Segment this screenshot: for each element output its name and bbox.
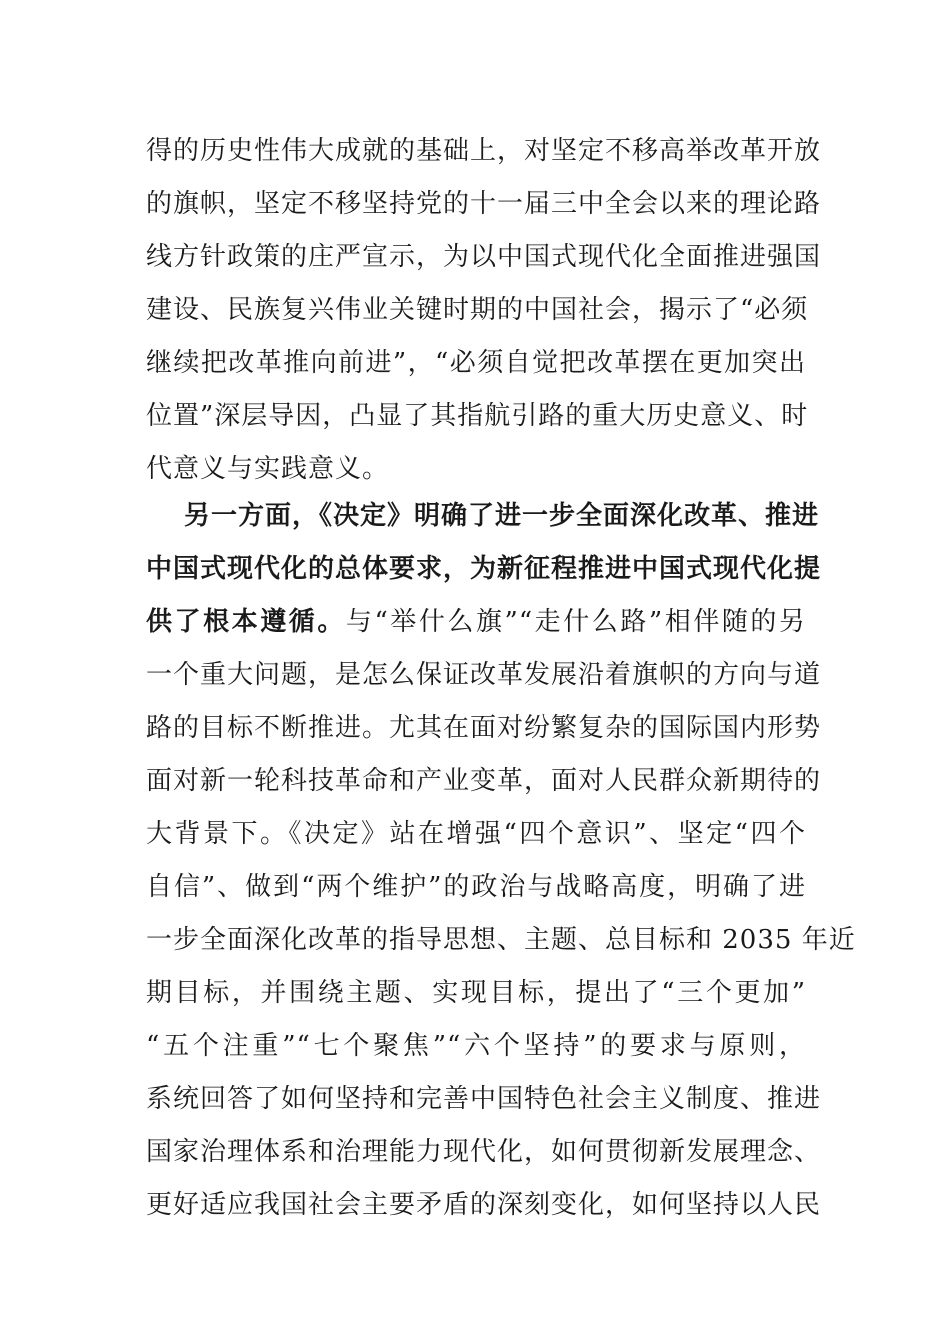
bold-lead-text: 供了根本遵循。	[146, 607, 346, 637]
body-text: 与“举什么旗”“走什么路”相伴随的另	[345, 607, 806, 637]
paragraph-line: “五个注重”“七个聚焦”“六个坚持”的要求与原则，	[146, 1031, 806, 1061]
paragraph-line: 一个重大问题，是怎么保证改革发展沿着旗帜的方向与道	[146, 660, 822, 690]
paragraph-line: 大背景下。《决定》站在增强“四个意识”、坚定“四个	[146, 819, 806, 849]
paragraph-line: 系统回答了如何坚持和完善中国特色社会主义制度、推进	[146, 1084, 822, 1114]
paragraph-line	[146, 543, 822, 596]
paragraph-line: 更好适应我国社会主要矛盾的深刻变化，如何坚持以人民	[146, 1190, 822, 1220]
paragraph-line	[146, 596, 806, 649]
paragraph-line: 面对新一轮科技革命和产业变革，面对人民群众新期待的	[146, 766, 822, 796]
bold-lead-text: 中国式现代化的总体要求，为新征程推进中国式现代化提	[146, 554, 822, 584]
paragraph-line: 得的历史性伟大成就的基础上，对坚定不移高举改革开放	[146, 136, 822, 166]
paragraph-line: 代意义与实践意义。	[146, 454, 390, 484]
paragraph-line: 的旗帜，坚定不移坚持党的十一届三中全会以来的理论路	[146, 189, 822, 219]
paragraph-1	[146, 125, 822, 496]
paragraph-line: 建设、民族复兴伟业关键时期的中国社会，揭示了“必须	[146, 295, 809, 325]
paragraph-line: 自信”、做到“两个维护”的政治与战略高度，明确了进	[146, 872, 806, 902]
bold-lead-text: 另一方面，《决定》明确了进一步全面深化改革、推进	[184, 501, 820, 531]
paragraph-line: 继续把改革推向前进”，“必须自觉把改革摆在更加突出	[146, 348, 806, 378]
paragraph-line: 路的目标不断推进。尤其在面对纷繁复杂的国际国内形势	[146, 713, 822, 743]
paragraph-2	[146, 490, 856, 1285]
paragraph-line: 位置”深层导因，凸显了其指航引路的重大历史意义、时	[146, 401, 809, 431]
paragraph-line: 线方针政策的庄严宣示，为以中国式现代化全面推进强国	[146, 242, 822, 272]
paragraph-line: 国家治理体系和治理能力现代化，如何贯彻新发展理念、	[146, 1137, 822, 1167]
paragraph-line	[146, 1232, 806, 1285]
paragraph-line: 一步全面深化改革的指导思想、主题、总目标和 2035 年近	[146, 925, 856, 955]
paragraph-line	[146, 490, 820, 543]
paragraph-line: 期目标，并围绕主题、实现目标，提出了“三个更加”	[146, 978, 806, 1008]
